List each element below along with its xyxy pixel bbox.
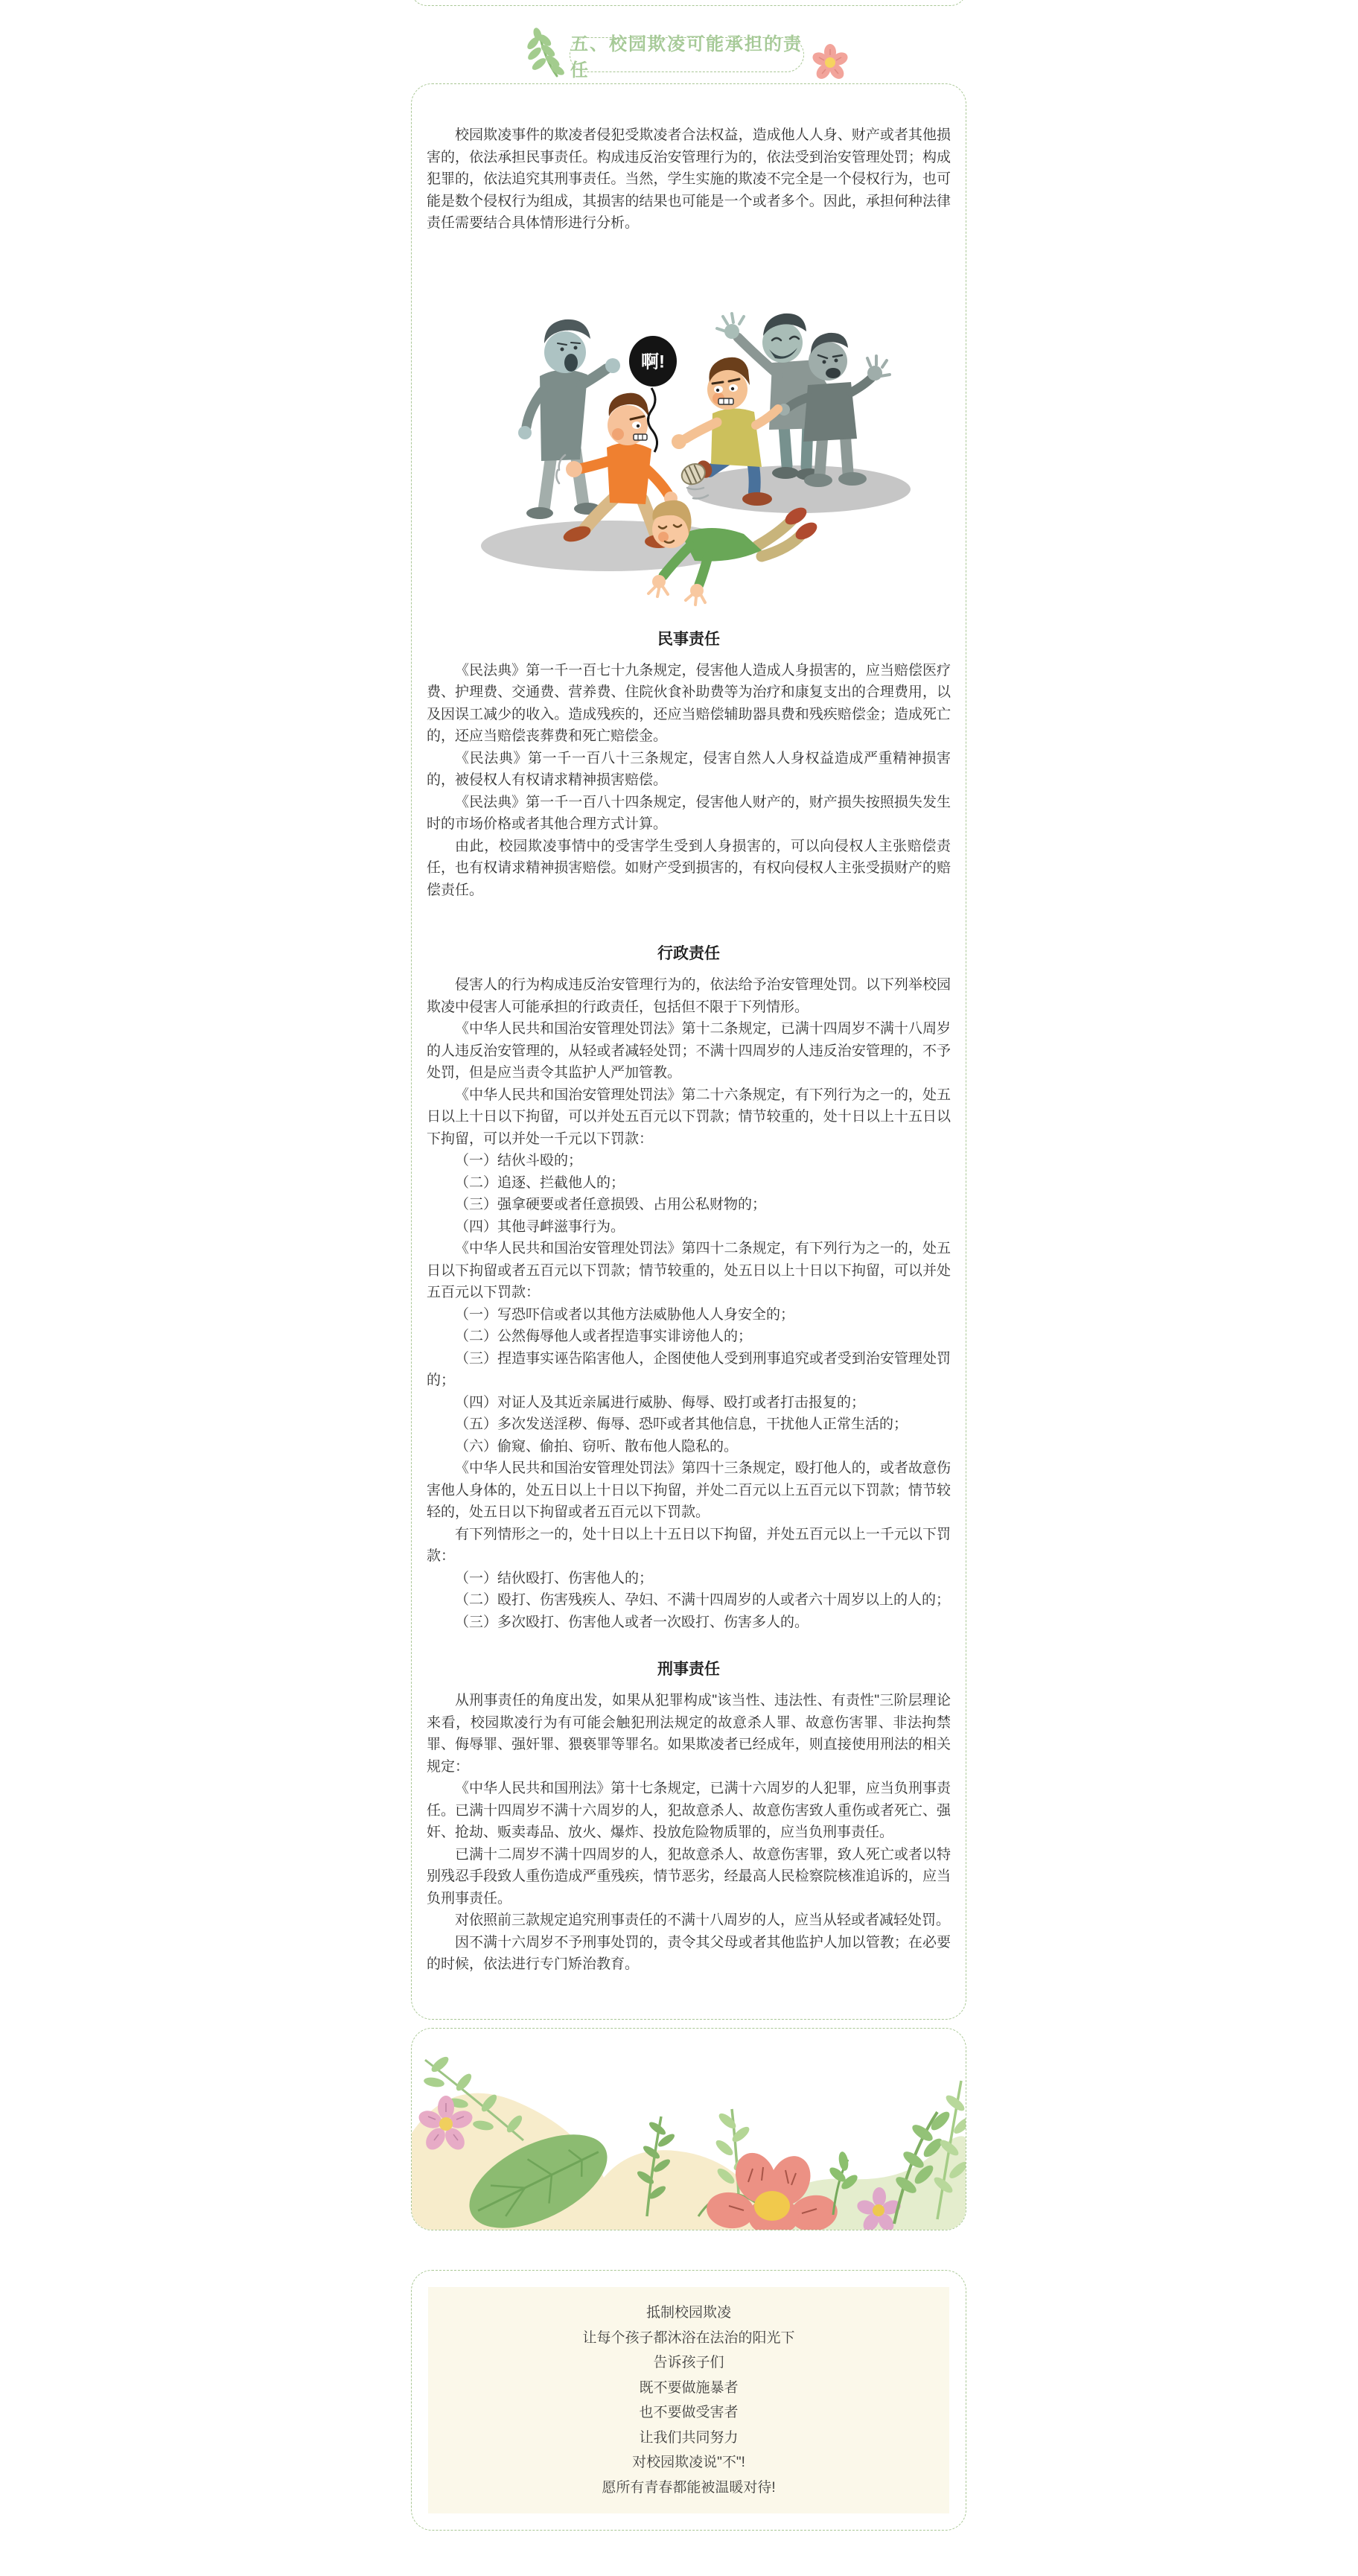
bullying-cartoon-svg — [456, 272, 922, 627]
closing-message-box — [411, 2270, 966, 2531]
body-paragraph: 《中华人民共和国刑法》第十七条规定，已满十六周岁的人犯罪，应当负刑事责任。已满十四周岁不满十六周岁的人，犯故意杀人、故意伤害致人重伤或者死亡、强奸、抢劫、贩卖毒品、放火、爆炸、投放危险物质罪的，应当负刑事责任。 — [427, 1781, 951, 1840]
article-body-box — [411, 83, 966, 2020]
previous-section-box-remnant — [411, 0, 966, 6]
body-paragraph: 由此，校园欺凌事情中的受害学生受到人身损害的，可以向侵权人主张赔偿责任，也有权请求精神损害赔偿。如财产受到损害的，有权向侵权人主张受损财产的赔偿责任。 — [427, 838, 951, 898]
closing-message-line: 让每个孩子都沐浴在法治的阳光下 — [582, 2329, 795, 2346]
body-paragraph: （二）殴打、伤害残疾人、孕妇、不满十四周岁的人或者六十周岁以上的人的； — [455, 1592, 951, 1608]
closing-message-line: 告诉孩子们 — [653, 2355, 724, 2370]
flower-icon — [812, 43, 849, 82]
bullying-cartoon-illustration — [456, 272, 922, 627]
body-paragraph: 《中华人民共和国治安管理处罚法》第四十三条规定，殴打他人的，或者故意伤害他人身体的，处五日以上十日以下拘留，并处二百元以上五百元以下罚款；情节较轻的，处五日以下拘留或者五百元以下罚款。 — [427, 1460, 951, 1520]
body-paragraph: （二）追逐、拦截他人的； — [455, 1174, 625, 1191]
leaf-icon — [524, 27, 564, 79]
body-paragraph: （四）其他寻衅滋事行为。 — [455, 1218, 625, 1235]
closing-message-line: 抵制校园欺凌 — [645, 2305, 731, 2321]
body-paragraph: （三）强拿硬要或者任意损毁、占用公私财物的； — [455, 1197, 767, 1212]
botanical-decoration — [412, 2029, 966, 2230]
body-paragraph: （一）结伙殴打、伤害他人的； — [455, 1570, 654, 1586]
section-title: 五、校园欺凌可能承担的责任 — [570, 34, 803, 80]
body-paragraph: 已满十二周岁不满十四周岁的人，犯故意杀人、故意伤害罪，致人死亡或者以特别残忍手段致人重伤造成严重残疾，情节恶劣，经最高人民检察院核准追诉的，应当负刑事责任。 — [427, 1846, 951, 1906]
body-paragraph: 因不满十六周岁不予刑事处罚的，责令其父母或者其他监护人加以管教；在必要的时候，依法进行专门矫治教育。 — [427, 1934, 951, 1972]
closing-message-line: 让我们共同努力 — [639, 2429, 739, 2446]
closing-message-card — [428, 2287, 949, 2513]
body-paragraph: （三）捏造事实诬告陷害他人，企图使他人受到刑事追究或者受到治安管理处罚的； — [427, 1350, 951, 1388]
section-title-pill — [570, 34, 804, 80]
body-paragraph: 《中华人民共和国治安管理处罚法》第十二条规定，已满十四周岁不满十八周岁的人违反治安管理的，从轻或者减轻处罚；不满十四周岁的人违反治安管理的，不予处罚，但是应当责令其监护人严加管教。 — [427, 1021, 951, 1081]
body-paragraph: 从刑事责任的角度出发，如果从犯罪构成"该当性、违法性、有责性"三阶层理论来看，校园欺凌行为有可能会触犯刑法规定的故意杀人罪、故意伤害罪、非法拘禁罪、侮辱罪、强奸罪、猥亵罪等罪名。如果欺凌者已经成年，则直接使用刑法的相关规定： — [427, 1693, 951, 1775]
closing-message-line: 既不要做施暴者 — [639, 2379, 739, 2396]
decorative-flower-box — [411, 2028, 966, 2230]
closing-message-line: 愿所有青春都能被温暖对待! — [602, 2479, 776, 2496]
body-paragraph: （五）多次发送淫秽、侮辱、恐吓或者其他信息，干扰他人正常生活的； — [455, 1416, 908, 1432]
body-paragraph: （三）多次殴打、伤害他人或者一次殴打、伤害多人的。 — [455, 1614, 809, 1630]
intro-paragraph: 校园欺凌事件的欺凌者侵犯受欺凌者合法权益，造成他人人身、财产或者其他损害的，依法承担民事责任。构成违反治安管理行为的，依法受到治安管理处罚；构成犯罪的，依法追究其刑事责任。当然，学生实施的欺凌不完全是一个侵权行为，也可能是数个侵权行为组成，其损害的结果也可能是一个或者多个。因此，承担何种法律责任需要结合具体情形进行分析。 — [427, 127, 951, 231]
section-heading: 行政责任 — [657, 945, 720, 962]
body-paragraph: （一）结伙斗殴的； — [455, 1153, 583, 1168]
onlooker-left — [518, 319, 620, 518]
body-paragraph: 《中华人民共和国治安管理处罚法》第二十六条规定，有下列行为之一的，处五日以上十日以下拘留，可以并处五百元以下罚款；情节较重的，处十日以上十五日以下拘留，可以并处一千元以下罚款： — [427, 1087, 951, 1147]
body-paragraph: （二）公然侮辱他人或者捏造事实诽谤他人的； — [455, 1329, 753, 1344]
section-heading: 民事责任 — [657, 630, 720, 648]
body-paragraph: 《中华人民共和国治安管理处罚法》第四十二条规定，有下列行为之一的，处五日以下拘留或者五百元以下罚款；情节较重的，处五日以上十日以下拘留，可以并处五百元以下罚款： — [427, 1241, 951, 1300]
body-paragraph: （六）偷窥、偷拍、窃听、散布他人隐私的。 — [455, 1438, 739, 1454]
body-paragraph: 有下列情形之一的，处十日以上十五日以下拘留，并处五百元以上一千元以下罚款： — [427, 1526, 951, 1564]
body-paragraph: 《民法典》第一千一百八十四条规定，侵害他人财产的，财产损失按照损失发生时的市场价格或者其他合理方式计算。 — [427, 794, 951, 832]
closing-message-line: 对校园欺凌说"不"! — [632, 2455, 745, 2470]
sections — [427, 629, 951, 1976]
body-paragraph: 侵害人的行为构成违反治安管理行为的，依法给予治安管理处罚。以下列举校园欺凌中侵害人可能承担的行政责任，包括但不限于下列情形。 — [427, 977, 951, 1015]
section-heading: 刑事责任 — [657, 1661, 720, 1678]
body-paragraph: 对依照前三款规定追究刑事责任的不满十八周岁的人，应当从轻或者减轻处罚。 — [455, 1912, 951, 1928]
speech-bubble-text: 啊! — [640, 352, 665, 372]
closing-message-line: 也不要做受害者 — [639, 2405, 739, 2420]
body-paragraph: （四）对证人及其近亲属进行威胁、侮辱、殴打或者打击报复的； — [455, 1394, 866, 1411]
body-paragraph: （一）写恐吓信或者以其他方法威胁他人人身安全的； — [455, 1306, 795, 1323]
body-paragraph: 《民法典》第一千一百八十三条规定，侵害自然人人身权益造成严重精神损害的，被侵权人有权请求精神损害赔偿。 — [427, 750, 951, 788]
body-paragraph: 《民法典》第一千一百七十九条规定，侵害他人造成人身损害的，应当赔偿医疗费、护理费、交通费、营养费、住院伙食补助费等为治疗和康复支出的合理费用，以及因误工减少的收入。造成残疾的，还应当赔偿辅助器具费和残疾赔偿金；造成死亡的，还应当赔偿丧葬费和死亡赔偿金。 — [427, 662, 951, 744]
